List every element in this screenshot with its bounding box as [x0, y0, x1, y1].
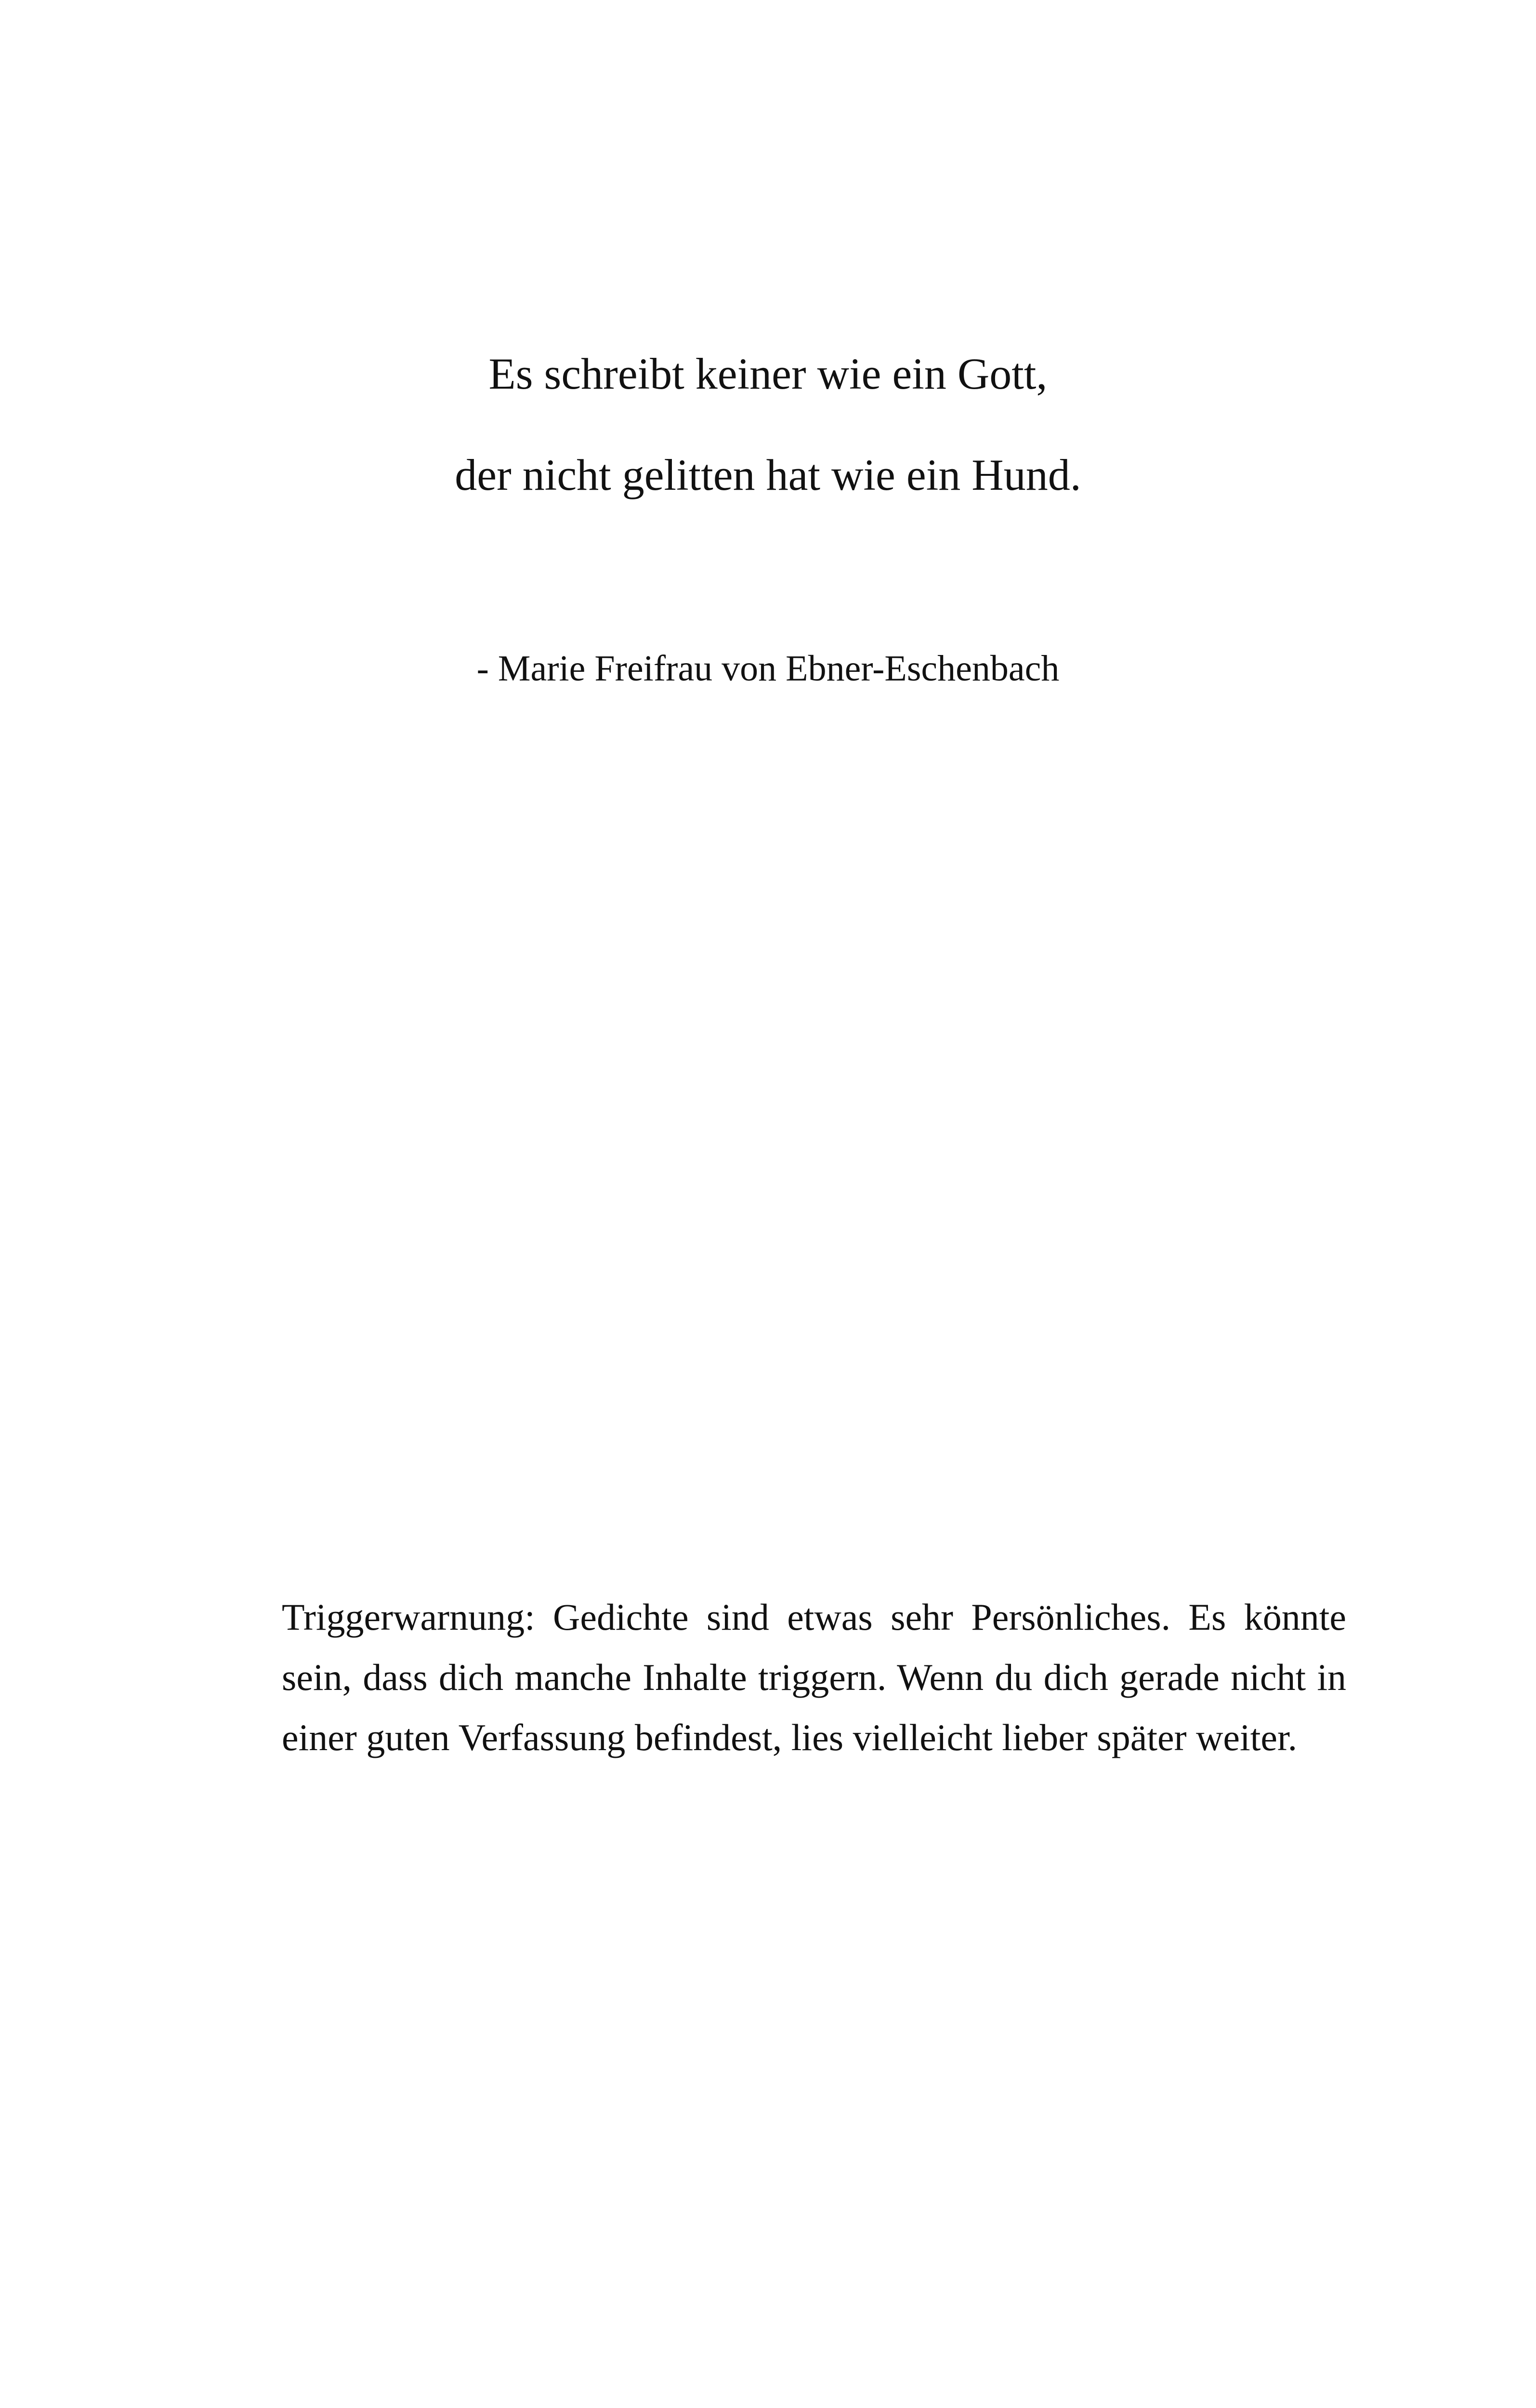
- quote-line-1: Es schreibt keiner wie ein Gott,: [488, 349, 1048, 398]
- quote-attribution: - Marie Freifrau von Ebner-Eschenbach: [476, 648, 1060, 689]
- quote-line-2: der nicht gelitten hat wie ein Hund.: [455, 450, 1081, 499]
- trigger-warning-paragraph: Triggerwarnung: Gedichte sind etwas sehr Persönliches. Es könnte sein, dass dich manche Inhalte triggern. Wenn du dich gerade nicht in einer guten Verfassung befindest, lies vielleicht lieber später weiter.: [282, 1596, 1346, 1758]
